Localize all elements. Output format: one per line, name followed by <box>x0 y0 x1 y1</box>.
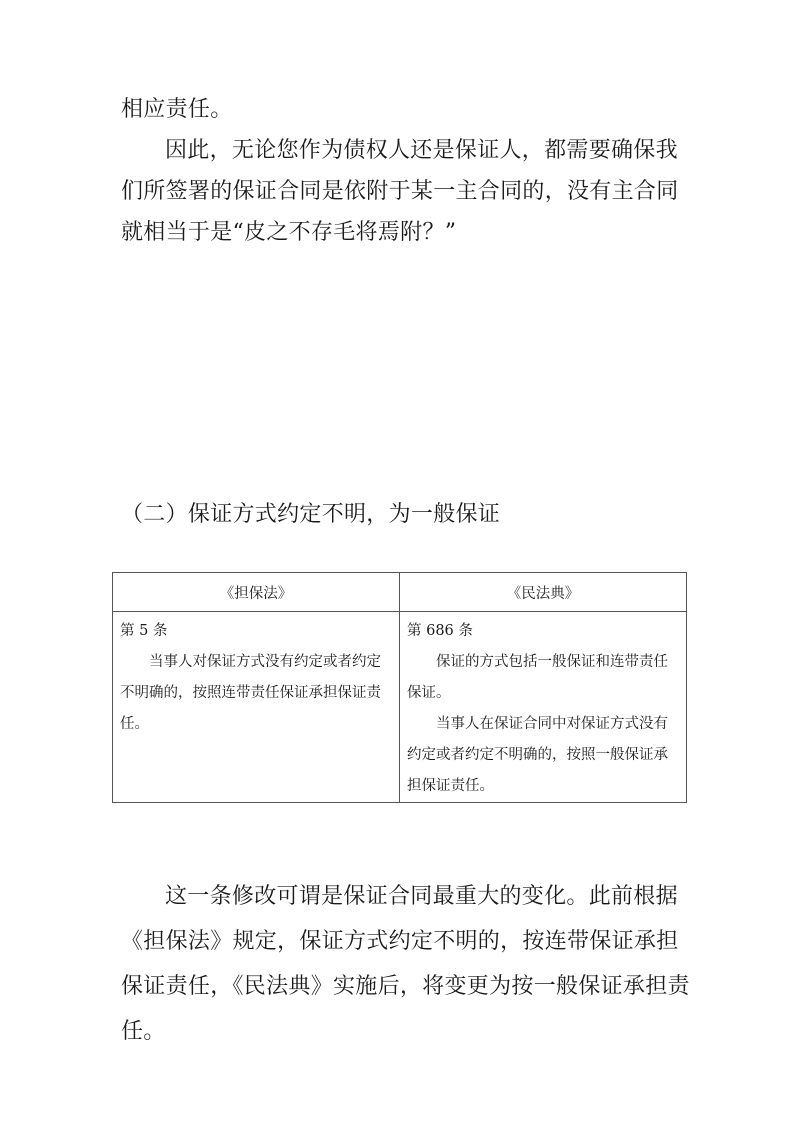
closing-text: 这一条修改可谓是保证合同最重大的变化。此前根据《担保法》规定，保证方式约定不明的，按连带保证承担保证责任，《民法典》实施后，将变更为按一般保证承担责任。 <box>121 884 690 1044</box>
cell-civil-code <box>400 612 687 803</box>
opening-paragraphs <box>121 89 691 253</box>
article-clause: 保证的方式包括一般保证和连带责任保证。 <box>407 654 668 701</box>
continuation-line: 相应责任。 <box>121 97 233 122</box>
section-heading: （二）保证方式约定不明，为一般保证 <box>121 502 501 527</box>
law-comparison-table <box>112 572 687 803</box>
table-row <box>113 612 687 803</box>
header-guarantee-law: 《担保法》 <box>113 573 400 612</box>
table-header-row <box>113 573 687 612</box>
article-number: 第 5 条 <box>120 623 168 639</box>
article-clause: 当事人对保证方式没有约定或者约定不明确的，按照连带责任保证承担保证责任。 <box>120 654 381 732</box>
closing-paragraph <box>121 874 691 1054</box>
article-clause: 当事人在保证合同中对保证方式没有约定或者约定不明确的，按照一般保证承担保证责任。 <box>407 716 668 794</box>
conclusion-paragraph <box>121 130 691 253</box>
cell-guarantee-law <box>113 612 400 803</box>
header-civil-code: 《民法典》 <box>400 573 687 612</box>
article-number: 第 686 条 <box>407 623 473 639</box>
conclusion-text: 因此，无论您作为债权人还是保证人，都需要确保我们所签署的保证合同是依附于某一主合同的，没有主合同就相当于是“皮之不存毛将焉附？” <box>121 138 679 245</box>
